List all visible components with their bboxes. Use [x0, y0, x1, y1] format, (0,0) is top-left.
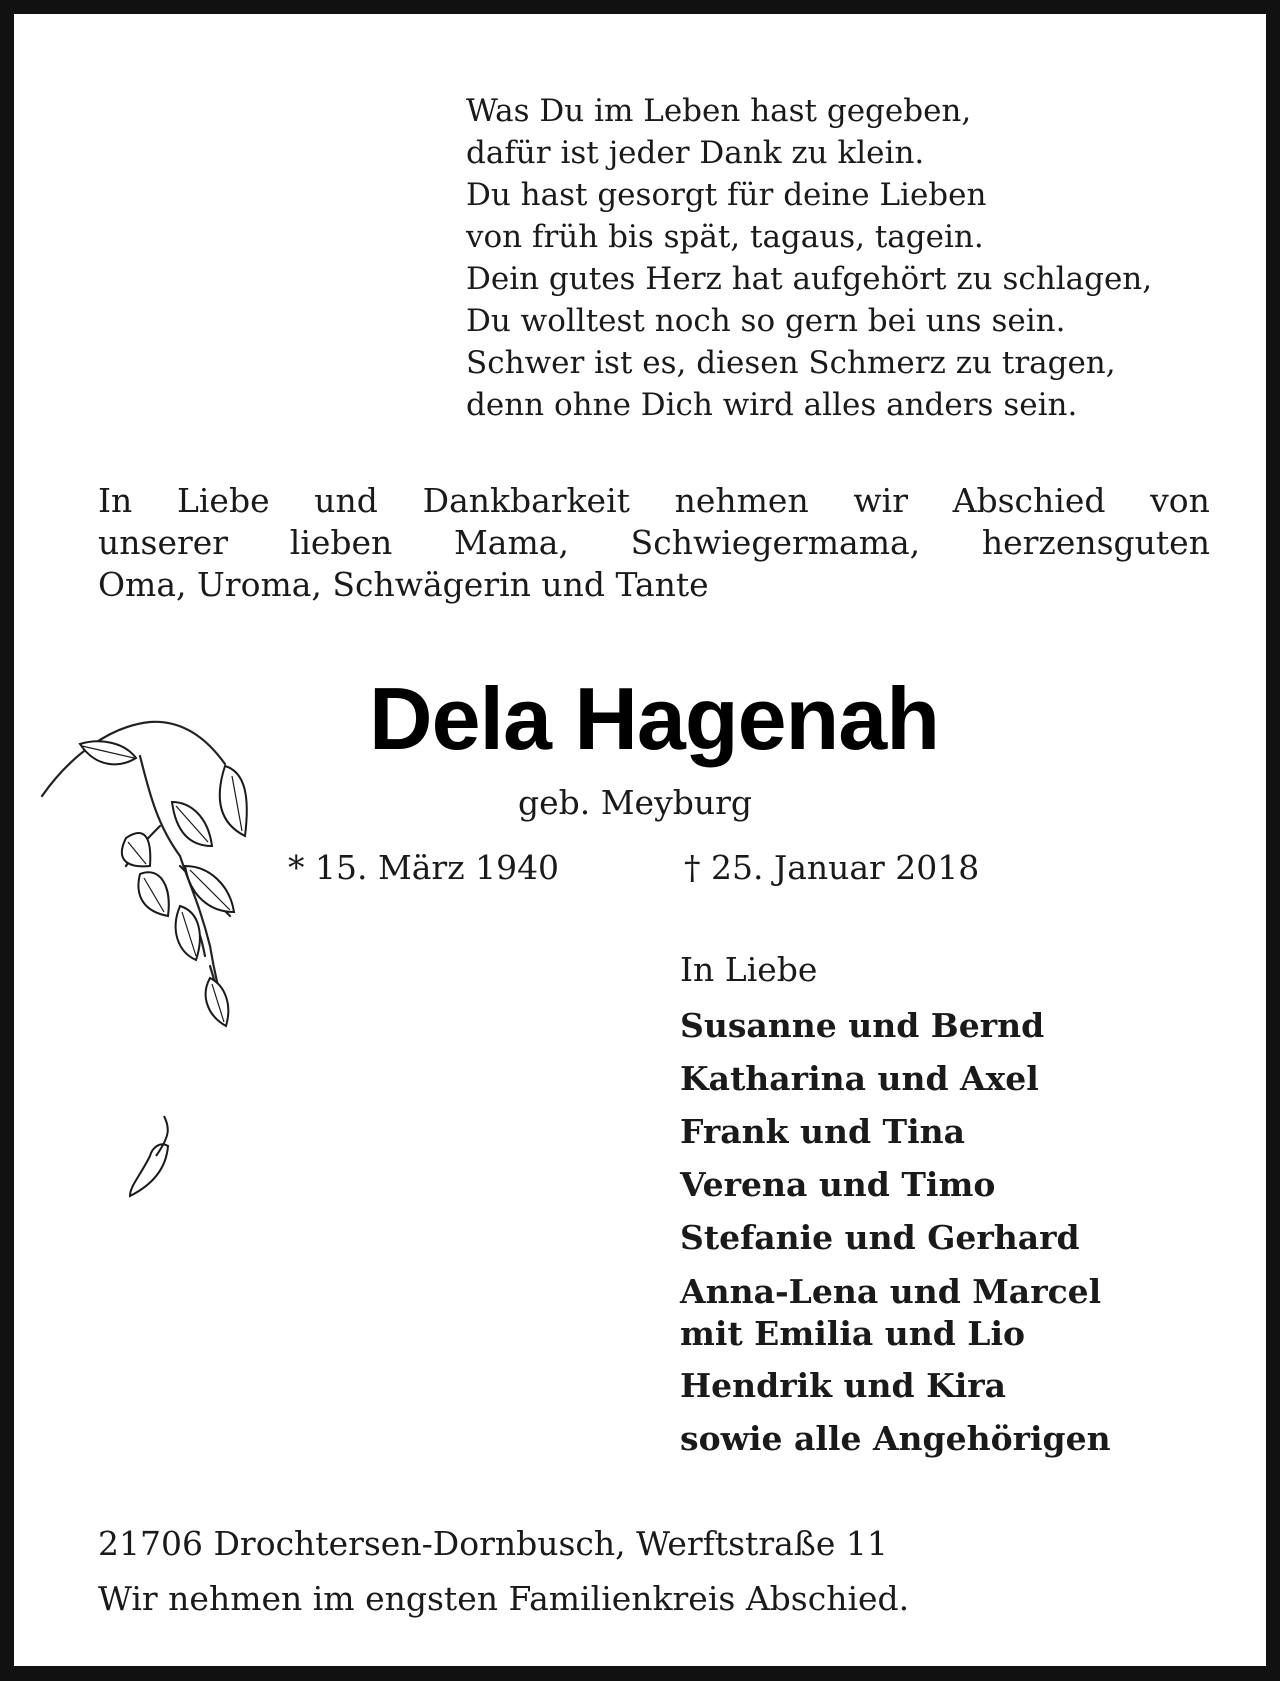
- intro-word: nehmen: [674, 481, 809, 520]
- mourners-list: [680, 950, 1111, 1472]
- list-item: Katharina und Axel: [680, 1059, 1039, 1098]
- list-item: Verena und Timo: [680, 1165, 996, 1204]
- intro-word: und: [314, 481, 378, 520]
- poem-line: von früh bis spät, tagaus, tagein.: [466, 219, 984, 255]
- intro-word: wir: [853, 481, 908, 520]
- poem-line: Dein gutes Herz hat aufgehört zu schlagen,: [466, 261, 1153, 297]
- intro-word: Abschied: [952, 481, 1106, 520]
- intro-word: In: [98, 481, 133, 520]
- intro-line-1: [98, 480, 1210, 522]
- intro-line-3: Oma, Uroma, Schwägerin und Tante: [98, 565, 709, 604]
- intro-text: [98, 480, 1210, 606]
- maiden-name: geb. Meyburg: [518, 783, 752, 822]
- intro-word: von: [1150, 481, 1210, 520]
- farewell-note: Wir nehmen im engsten Familienkreis Abschied.: [98, 1579, 910, 1618]
- intro-word: Mama,: [454, 523, 569, 562]
- list-item: [680, 1271, 1111, 1366]
- list-item-line: mit Emilia und Lio: [680, 1314, 1026, 1353]
- intro-line-2: [98, 522, 1210, 564]
- intro-word: herzensguten: [981, 523, 1210, 562]
- birch-branch-icon: [40, 716, 276, 1246]
- list-item: Frank und Tina: [680, 1112, 965, 1151]
- deceased-name: Dela Hagenah: [369, 669, 939, 768]
- poem: [466, 90, 1226, 426]
- list-item: Susanne und Bernd: [680, 1006, 1045, 1045]
- poem-line: Du wolltest noch so gern bei uns sein.: [466, 303, 1066, 339]
- intro-word: lieben: [289, 523, 393, 562]
- intro-word: Liebe: [176, 481, 270, 520]
- poem-line: Was Du im Leben hast gegeben,: [466, 93, 972, 129]
- intro-word: Schwiegermama,: [630, 523, 921, 562]
- list-item: Hendrik und Kira: [680, 1366, 1007, 1405]
- poem-line: Du hast gesorgt für deine Lieben: [466, 177, 987, 213]
- poem-line: dafür ist jeder Dank zu klein.: [466, 135, 925, 171]
- poem-line: Schwer ist es, diesen Schmerz zu tragen,: [466, 345, 1116, 381]
- footer: [98, 1516, 909, 1626]
- poem-line: denn ohne Dich wird alles anders sein.: [466, 387, 1078, 423]
- list-item: sowie alle Angehörigen: [680, 1419, 1111, 1458]
- mourners-heading: In Liebe: [680, 950, 818, 989]
- death-date: † 25. Januar 2018: [684, 848, 980, 887]
- birth-date: * 15. März 1940: [288, 848, 560, 887]
- intro-word: unserer: [98, 523, 229, 562]
- list-item-line: Anna-Lena und Marcel: [680, 1272, 1102, 1311]
- address: 21706 Drochtersen-Dornbusch, Werftstraße 11: [98, 1524, 888, 1563]
- list-item: Stefanie und Gerhard: [680, 1218, 1080, 1257]
- intro-word: Dankbarkeit: [422, 481, 630, 520]
